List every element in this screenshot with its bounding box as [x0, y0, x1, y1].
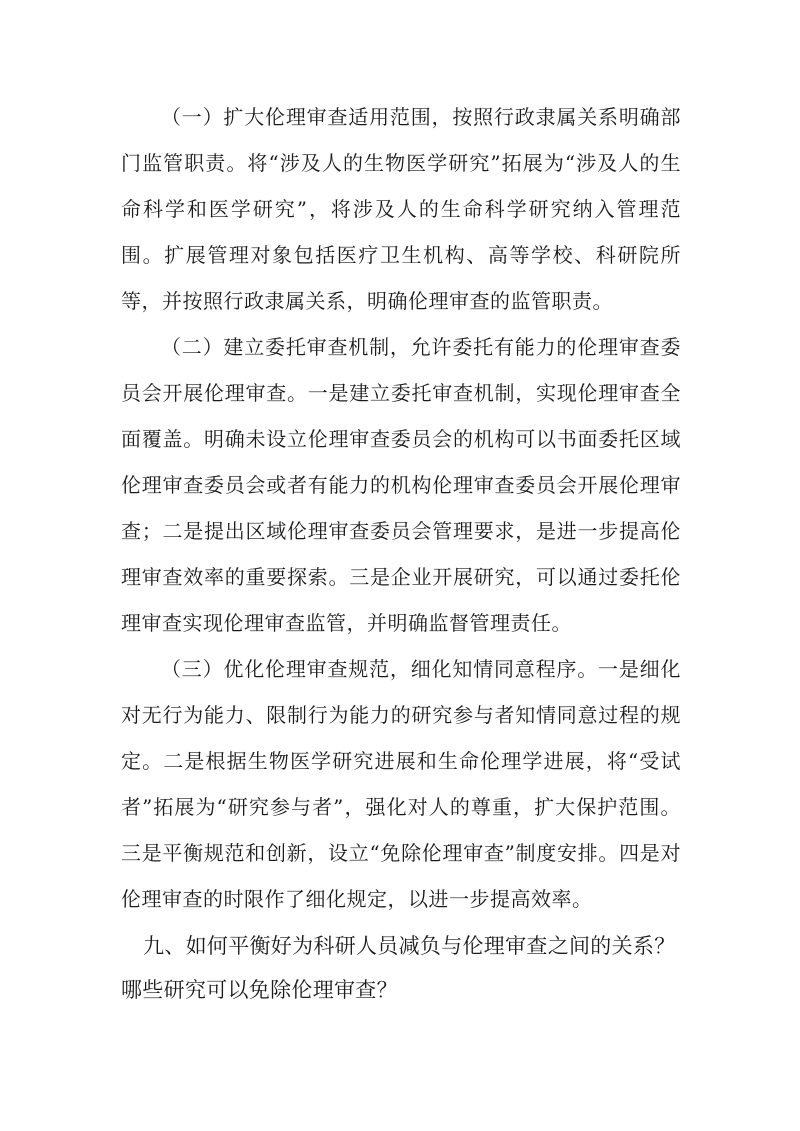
section-heading: 九、如何平衡好为科研人员减负与伦理审查之间的关系？哪些研究可以免除伦理审查？: [121, 934, 676, 1002]
paragraph-2: （二）建立委托审查机制，允许委托有能力的伦理审查委员会开展伦理审查。一是建立委托审查机制，实现伦理审查全面覆盖。明确未设立伦理审查委员会的机构可以书面委托区域伦理审查委员会或者有能力的机构伦理审查委员会开展伦理审查；二是提出区域伦理审查委员会管理要求，是进一步提高伦理审查效率的重要探索。三是企业开展研究，可以通过委托伦理审查实现伦理审查监管，并明确监督管理责任。: [121, 335, 681, 635]
paragraph-1: （一）扩大伦理审查适用范围，按照行政隶属关系明确部门监管职责。将“涉及人的生物医学研究”拓展为“涉及人的生命科学和医学研究”，将涉及人的生命科学研究纳入管理范围。扩展管理对象包括医疗卫生机构、高等学校、科研院所等，并按照行政隶属关系，明确伦理审查的监管职责。: [121, 105, 681, 313]
document-body: [121, 94, 681, 1012]
paragraph-3: （三）优化伦理审查规范，细化知情同意程序。一是细化对无行为能力、限制行为能力的研究参与者知情同意过程的规定。二是根据生物医学研究进展和生命伦理学进展，将“受试者”拓展为“研究参与者”，强化对人的尊重，扩大保护范围。三是平衡规范和创新，设立“免除伦理审查”制度安排。四是对伦理审查的时限作了细化规定，以进一步提高效率。: [121, 657, 681, 911]
